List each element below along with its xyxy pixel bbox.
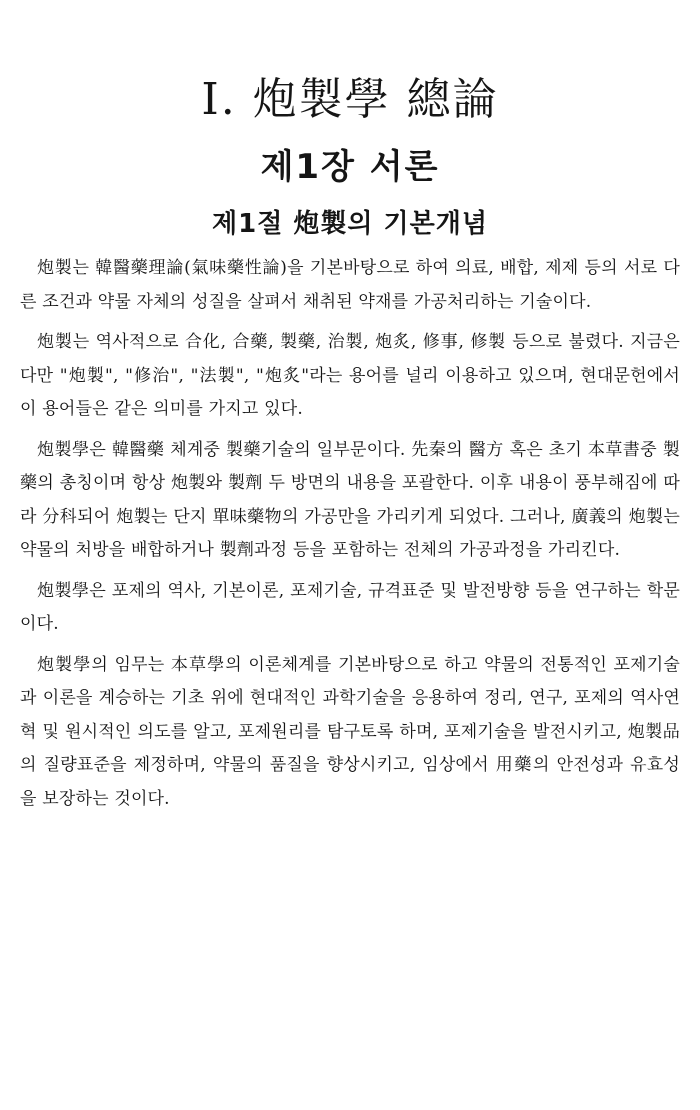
- part-title: I. 炮製學 總論: [201, 74, 499, 125]
- body-text: [20, 252, 680, 823]
- section-title: 제1절 炮製의 기본개념: [211, 209, 488, 239]
- paragraph-definition: 炮製는 韓醫藥理論(氣味藥性論)을 기본바탕으로 하여 의료, 배합, 제제 등의 서로 다른 조건과 약물 자체의 성질을 살펴서 채취된 약재를 가공처리하는 기술이다.: [20, 258, 680, 312]
- paragraph-mission: 炮製學의 임무는 本草學의 이론체계를 기본바탕으로 하고 약물의 전통적인 포제기술과 이론을 계승하는 기초 위에 현대적인 과학기술을 응용하여 정리, 연구, 포제의 역사연혁 및 원시적인 의도를 알고, 포제원리를 탐구토록 하며, 포제기술을 발전시키고, 炮製品의 질량표준을 제정하며, 약물의 품질을 향상시키고, 임상에서 用藥의 안전성과 유효성을 보장하는 것이다.: [20, 654, 680, 809]
- chapter-title: 제1장 서론: [260, 147, 440, 187]
- paragraph-history: 炮製學은 韓醫藥 체계중 製藥기술의 일부문이다. 先秦의 醫方 혹은 초기 本草書중 製藥의 총칭이며 항상 炮製와 製劑 두 방면의 내용을 포괄한다. 이후 내용이 풍부해짐에 따라 分科되어 炮製는 단지 單味藥物의 가공만을 가리키게 되었다. 그러나, 廣義의 炮製는 약물의 처방을 배합하거나 製劑과정 등을 포함하는 전체의 가공과정을 가리킨다.: [20, 439, 680, 560]
- paragraph-scope: 炮製學은 포제의 역사, 기본이론, 포제기술, 규격표준 및 발전방향 등을 연구하는 학문이다.: [20, 580, 680, 634]
- paragraph-terminology: 炮製는 역사적으로 合化, 合藥, 製藥, 治製, 炮炙, 修事, 修製 등으로 불렸다. 지금은 다만 "炮製", "修治", "法製", "炮炙"라는 용어를 널리 이용하고 있으며, 현대문헌에서 이 용어들은 같은 의미를 가지고 있다.: [20, 332, 680, 419]
